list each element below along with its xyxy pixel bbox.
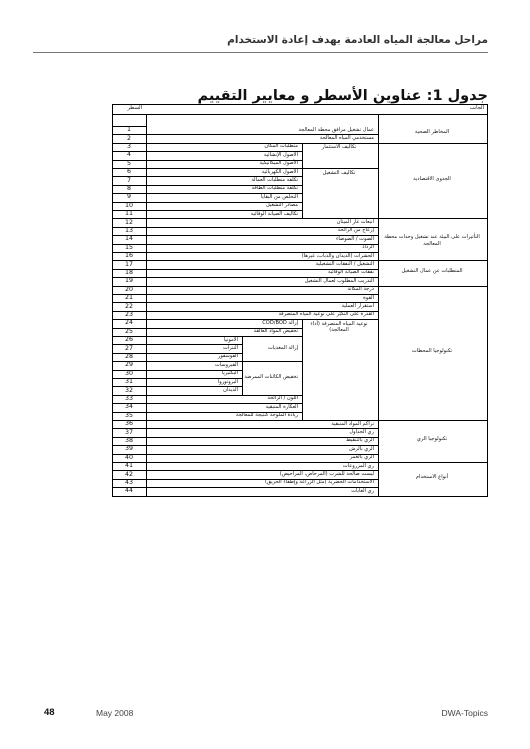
aspect-column-line: [378, 114, 379, 496]
header-rule-line: [112, 114, 488, 115]
row-number: 22: [124, 302, 133, 310]
level2-row-line: [146, 294, 378, 295]
row-number: 27: [124, 344, 133, 352]
level3-cell: اللون / الرائحة: [267, 395, 298, 402]
row-number: 3: [126, 143, 131, 150]
level2-row-line: [146, 454, 378, 455]
level2-cell: الصوت / الضوضاء: [335, 235, 374, 242]
row-number: 2: [126, 134, 131, 142]
row-number: 8: [126, 185, 131, 192]
level2-row-line: [146, 445, 378, 446]
level3-cell: متطلبات المكان: [264, 143, 298, 150]
level2-cell: الاستخدامات الحضرية (مثل الزراعة وإطفاء الحريق): [264, 479, 374, 486]
level3-row-line: [146, 218, 302, 219]
row-number: 12: [124, 218, 133, 226]
level2-cell: ري المزروعات: [342, 462, 374, 469]
running-header: مراحل معالجة المياه العادمة بهدف إعادة الاستخدام: [227, 34, 488, 46]
table-border-right: [487, 104, 488, 497]
row-number: 34: [124, 403, 133, 411]
level2-cell: التدريب المطلوب لعمال التشغيل: [304, 277, 374, 284]
aspect-boundary: [378, 286, 488, 287]
row-number: 40: [124, 453, 133, 461]
level2-cell: استقرار العملية: [341, 302, 374, 309]
level2-cell: القدرة على التكيّر على نوعية المياه المتصرفة: [278, 311, 374, 318]
level2-cell: مستخدمي المياه المعالجة: [319, 134, 374, 141]
row-number: 23: [124, 311, 133, 318]
level4-cell: الأمونيا: [223, 336, 238, 343]
aspect-boundary: [378, 420, 488, 421]
criteria-table: [112, 104, 488, 509]
header-rule: [33, 52, 488, 53]
row-number: 9: [126, 193, 131, 201]
level2-row-line: [146, 244, 378, 245]
level2-cell: تكاليف التشغيل: [322, 169, 356, 176]
level4-cell: البكتيريا: [221, 370, 238, 377]
level2-row-line: [146, 428, 378, 429]
row-number: 29: [124, 361, 133, 369]
row-number: 20: [124, 285, 133, 293]
row-number: 6: [126, 168, 131, 176]
level3-cell: زيادة الملوحة كنتيجة للمعالجة: [235, 412, 298, 419]
row-number: 38: [124, 437, 133, 444]
level2-row-line: [146, 487, 378, 488]
aspect-cell: المتطلبات عن عمال التشغيل: [401, 268, 463, 274]
row-number: 24: [124, 319, 133, 327]
level2-cell: ليست صالحة للشرب (المرحاض، المراحيض): [279, 470, 374, 477]
level2-cell: إزعاج من الرائحة: [337, 227, 374, 234]
aspect-cell: المخاطر الصحية: [414, 129, 450, 136]
level3-cell: الأصول الميكانيكية: [259, 160, 298, 167]
level2-cell: درجة المكانة: [347, 286, 374, 293]
level2-cell: نفقات الصيانة الوقائية: [327, 269, 374, 276]
level2-cell: التشغيل / النفقات التشغيلية: [315, 260, 374, 267]
level2-cell: الري بالرش: [349, 445, 374, 452]
row-number: 37: [124, 428, 133, 436]
row-number: 19: [124, 277, 133, 285]
level2-cell: تكاليف الاستثمار: [321, 144, 357, 151]
level3-cell: التخلص من البقايا: [260, 193, 298, 200]
level3-cell: تكاليف الصيانة الوقائية: [250, 210, 298, 217]
level4-cell: الفيروسات: [215, 361, 238, 368]
row-number: 4: [126, 151, 131, 159]
row-number: 44: [124, 487, 133, 495]
aspect-cell: تكنولوجيا المحطات: [411, 347, 453, 354]
level2-cell: انبعاث غاز الميثان: [336, 218, 374, 225]
aspect-boundary: [378, 218, 488, 219]
row-number: 32: [124, 386, 133, 394]
aspect-cell: أنواع الاستخدام: [415, 473, 449, 480]
row-number: 41: [124, 462, 133, 470]
row-number: 33: [124, 395, 133, 402]
row-number: 30: [124, 369, 133, 377]
row-number: 36: [124, 420, 133, 428]
level2-cell: ري الجداول: [349, 428, 374, 435]
level2-cell: الري بالتنقيط: [346, 437, 374, 444]
row-number: 11: [124, 210, 133, 218]
table-border-top: [112, 104, 488, 105]
level3-subcolumn-line: [242, 336, 243, 361]
rownum-column-line: [146, 114, 147, 496]
level3-cell: الأصول الإنشائية: [263, 151, 298, 158]
level2-row-line: [146, 496, 378, 497]
row-number: 1: [126, 126, 131, 134]
level2-cell: الرذاذ: [362, 244, 374, 251]
column-header-row: السطر: [127, 105, 142, 111]
level4-cell: الديدان: [223, 386, 238, 393]
level3-cell: مصادر التشغيل: [266, 202, 298, 209]
table-title: جدول 1: عناوين الأسطر و معايير التقييم: [197, 88, 488, 104]
row-number: 31: [124, 378, 133, 386]
level4-cell: النترات: [222, 344, 238, 351]
level3-cell: إزالة COD/BOD: [262, 319, 298, 326]
level2-cell: تراكم المواد المتبقية: [331, 420, 374, 427]
level3-cell: تخفيض المواد العالقة: [253, 328, 298, 335]
footer-date: May 2008: [96, 708, 134, 718]
column-header-aspect: الجانب: [469, 105, 484, 111]
aspect-boundary: [378, 462, 488, 463]
aspect-cell: الجدوى الاقتصادية: [413, 175, 451, 182]
level2-row-line: [146, 286, 378, 287]
level2-subcolumn-line: [302, 168, 303, 218]
level2-cell: ري الغابات: [351, 487, 374, 494]
aspect-boundary: [378, 260, 488, 261]
page-number: 48: [44, 707, 55, 718]
level3-cell: تكلفة متطلبات الطاقة: [251, 185, 298, 192]
level4-cell: البروتوزوا: [217, 378, 238, 385]
aspect-cell: التأثيرات على البيئة عند تشغيل وحدات محطة المعالجة: [384, 234, 480, 247]
row-number: 15: [124, 243, 133, 251]
level2-subcolumn-line: [302, 319, 303, 420]
level3-cell: تخفيض الكائنات الممرضة: [244, 374, 298, 380]
footer-publication: DWA-Topics: [441, 708, 488, 718]
aspect-boundary: [378, 143, 488, 144]
row-number: 7: [126, 176, 131, 184]
level3-cell: العكارة المتبقية: [265, 403, 298, 410]
level2-cell: الحشرات (الديدان والذباب، غيرها): [301, 252, 374, 259]
level3-row-line: [146, 420, 302, 421]
level2-cell: القوة: [363, 294, 374, 301]
level2-cell: عمال تشغيل مرافق محطة المعالجة: [298, 126, 374, 133]
row-number: 42: [124, 470, 133, 478]
level2-row-line: [146, 437, 378, 438]
level2-subcolumn-line: [302, 143, 303, 168]
row-number: 10: [124, 201, 133, 209]
level3-cell: إزالة المغذيات: [267, 344, 298, 351]
row-number: 25: [124, 327, 133, 335]
row-number: 35: [124, 411, 133, 419]
level3-subcolumn-line: [242, 361, 243, 395]
row-number: 18: [124, 269, 133, 276]
row-number: 26: [124, 336, 133, 344]
level3-cell: تكلفة متطلبات العمالة: [251, 176, 298, 183]
row-number: 13: [124, 227, 133, 234]
row-number: 39: [124, 445, 133, 453]
level4-row-line: [146, 395, 242, 396]
level3-cell: الأصول الكهربائية: [261, 168, 298, 175]
level4-cell: الفوسفور: [217, 353, 238, 360]
row-number: 21: [124, 294, 133, 302]
row-number: 14: [124, 235, 133, 243]
row-number: 16: [124, 252, 133, 260]
aspect-cell: تكنولوجيا الري: [416, 436, 448, 442]
level2-cell: نوعية المياه المتصرفة (أداء المعالجة): [310, 320, 368, 334]
aspect-boundary: [378, 496, 488, 497]
row-number: 5: [126, 159, 131, 167]
row-number: 28: [124, 353, 133, 360]
level2-cell: الري بالغمر: [349, 454, 374, 461]
row-line-num: [112, 496, 146, 497]
row-number: 17: [124, 260, 133, 268]
row-number: 43: [124, 479, 133, 486]
